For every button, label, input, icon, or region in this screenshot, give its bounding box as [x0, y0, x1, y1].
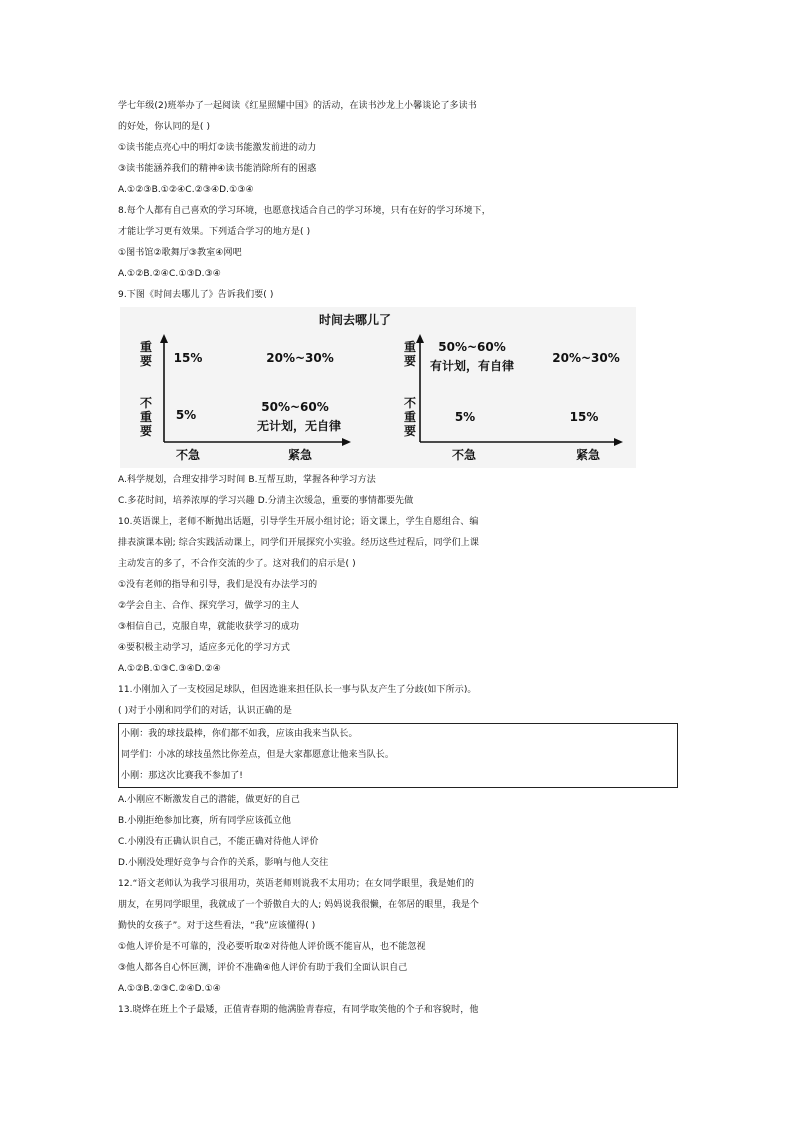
- right-y-top-label: [404, 339, 416, 368]
- q11-stem-line2: ( )对于小刚和同学们的对话，认识正确的是: [118, 706, 292, 716]
- left-important-urgent: 20%~30%: [266, 351, 334, 365]
- q11-dialog-line2: 同学们：小冰的球技虽然比你差点，但是大家都愿意让他来当队长。: [121, 750, 395, 760]
- q8-stem-line1: 8.每个人都有自己喜欢的学习环境，也愿意找适合自己的学习环境，只有在好的学习环境下，: [118, 206, 491, 216]
- q9-choice-line2: C.多花时间，培养浓厚的学习兴趣 D.分清主次缓急，重要的事情都要先做: [118, 496, 414, 506]
- q12-stem-line1: 12.“语文老师认为我学习很用功，英语老师则说我不太用功；在女同学眼里，我是她们的: [118, 879, 475, 889]
- right-y-bottom-text-char: 重: [403, 410, 417, 424]
- q12-option-line2: ③他人都各自心怀叵测，评价不准确④他人评价有助于我们全面认识自己: [118, 963, 408, 973]
- q9-stem: 9.下图《时间去哪儿了》告诉我们要( ): [118, 290, 274, 300]
- right-y-bottom-text-char: 要: [403, 424, 417, 438]
- q11-choice-c: C.小刚没有正确认识自己，不能正确对待他人评价: [118, 837, 319, 847]
- left-y-top-text-char: 重: [139, 340, 153, 354]
- time-quadrant-svg: [120, 307, 636, 468]
- q10-option4: ④要积极主动学习，适应多元化的学习方式: [118, 643, 290, 653]
- left-important-not-urgent: 15%: [173, 351, 203, 365]
- right-x-arrow: [614, 438, 623, 446]
- time-quadrant-figure: [120, 307, 636, 468]
- q12-stem-line3: 勤快的女孩子”。对于这些看法，“我”应该懂得( ): [118, 921, 316, 931]
- q7-stem-line1: 学七年级(2)班举办了一起阅读《红星照耀中国》的活动，在读书沙龙上小馨谈论了多读书: [118, 101, 477, 111]
- right-important-not-urgent: 50%~60%: [438, 340, 506, 354]
- q11-dialog-line3: 小刚：那这次比赛我不参加了!: [121, 771, 244, 781]
- q13-stem-line1: 13.晓烨在班上个子最矮，正值青春期的他满脸青春痘，有同学取笑他的个子和容貌时，他: [118, 1005, 479, 1015]
- right-y-bottom-text-char: 不: [403, 396, 417, 410]
- q8-stem-line2: 才能让学习更有效果。下列适合学习的地方是( ): [118, 227, 311, 237]
- q10-option3: ③相信自己，克服自卑，就能收获学习的成功: [118, 622, 300, 632]
- right-y-top-text-char: 重: [403, 340, 417, 354]
- q9-choice-line1: A.科学规划，合理安排学习时间 B.互帮互助，掌握各种学习方法: [118, 475, 376, 485]
- q10-stem-line3: 主动发言的多了，不合作交流的少了。这对我们的启示是( ): [118, 559, 356, 569]
- right-unimportant-not-urgent: 5%: [454, 410, 476, 424]
- left-x-left-label: 不急: [175, 448, 201, 462]
- q11-dialog-box: [118, 723, 678, 788]
- right-y-arrow: [416, 334, 424, 343]
- figure-title: 时间去哪儿了: [318, 313, 392, 327]
- q7-stem-line2: 的好处，你认同的是( ): [118, 122, 211, 132]
- right-note: 有计划，有自律: [429, 359, 515, 373]
- left-y-bottom-text-char: 不: [139, 396, 153, 410]
- q12-choices: A.①③B.②③C.②④D.①④: [118, 984, 221, 994]
- left-y-bottom-label: [140, 395, 152, 438]
- q10-option2: ②学会自主、合作、探究学习，做学习的主人: [118, 601, 300, 611]
- left-y-top-text-char: 要: [139, 354, 153, 368]
- q10-option1: ①没有老师的指导和引导，我们是没有办法学习的: [118, 580, 318, 590]
- q8-choices: A.①②B.②④C.①③D.③④: [118, 269, 221, 279]
- q10-stem-line1: 10.英语课上，老师不断抛出话题，引导学生开展小组讨论；语文课上，学生自愿组合、编: [118, 517, 479, 527]
- left-y-bottom-text-char: 重: [139, 410, 153, 424]
- right-unimportant-urgent: 15%: [569, 410, 599, 424]
- q11-choice-d: D.小刚没处理好竞争与合作的关系，影响与他人交往: [118, 858, 329, 868]
- q7-option-line1: ①读书能点亮心中的明灯②读书能激发前进的动力: [118, 143, 317, 153]
- q8-option-line1: ①图书馆②歌舞厅③教室④网吧: [118, 248, 242, 258]
- q12-option-line1: ①他人评价是不可靠的，没必要听取②对待他人评价既不能盲从，也不能忽视: [118, 942, 426, 952]
- q12-stem-line2: 朋友，在男同学眼里，我就成了一个骄傲自大的人; 妈妈说我很懒，在邻居的眼里，我是个: [118, 900, 479, 910]
- q7-choices: A.①②③B.①②④C.②③④D.①③④: [118, 185, 254, 195]
- q11-choice-a: A.小刚应不断激发自己的潜能，做更好的自己: [118, 795, 300, 805]
- q10-choices: A.①②B.①③C.③④D.②④: [118, 664, 221, 674]
- left-y-arrow: [160, 334, 168, 343]
- right-y-bottom-label: [404, 395, 416, 438]
- left-x-arrow: [342, 438, 351, 446]
- q11-choice-b: B.小刚拒绝参加比赛，所有同学应该孤立他: [118, 816, 292, 826]
- left-unimportant-urgent: 50%~60%: [261, 400, 329, 414]
- right-x-right-label: 紧急: [575, 448, 601, 462]
- q7-option-line2: ③读书能涵养我们的精神④读书能消除所有的困惑: [118, 164, 317, 174]
- q11-stem-line1: 11.小刚加入了一支校园足球队，但因选谁来担任队长一事与队友产生了分歧(如下所示)。: [118, 685, 477, 695]
- right-important-urgent: 20%~30%: [552, 351, 620, 365]
- q11-dialog-line1: 小刚：我的球技最棒，你们都不如我，应该由我来当队长。: [121, 729, 358, 739]
- exam-page: [118, 96, 678, 1021]
- right-y-top-text-char: 要: [403, 354, 417, 368]
- right-x-left-label: 不急: [451, 448, 477, 462]
- left-unimportant-not-urgent: 5%: [175, 408, 197, 422]
- left-y-bottom-text-char: 要: [139, 424, 153, 438]
- left-y-top-label: [140, 339, 152, 368]
- left-x-right-label: 紧急: [287, 448, 313, 462]
- left-note: 无计划，无自律: [256, 419, 342, 433]
- q10-stem-line2: 排表演课本剧; 综合实践活动课上，同学们开展探究小实验。经历这些过程后，同学们上课: [118, 538, 479, 548]
